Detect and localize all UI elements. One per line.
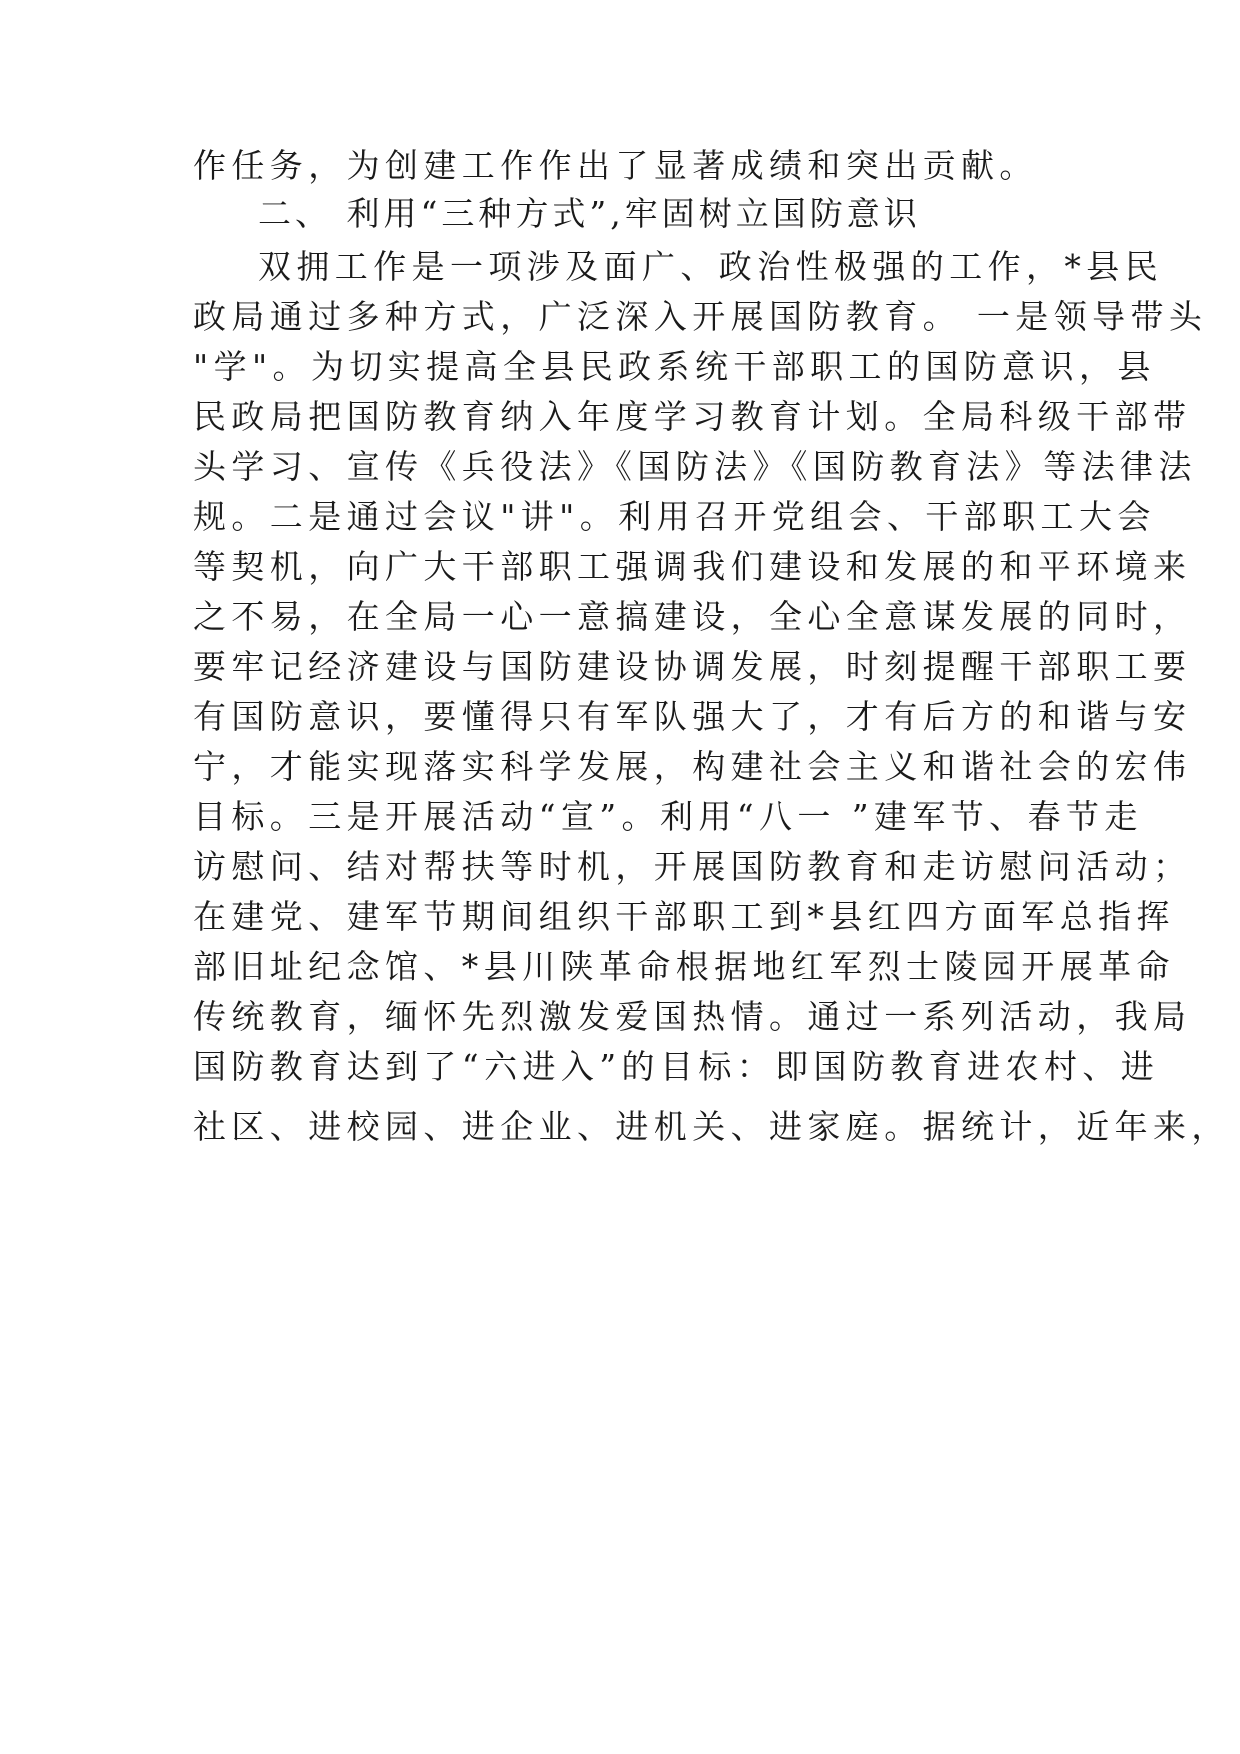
body-text-line: 有国防意识，要懂得只有军队强大了，才有后方的和谐与安 <box>193 697 1192 736</box>
body-text-line: 政局通过多种方式，广泛深入开展国防教育。 一是领导带头 <box>193 297 1208 336</box>
body-text-line: 等契机，向广大干部职工强调我们建设和发展的和平环境来 <box>193 547 1192 586</box>
body-text-line: 社区、进校园、进企业、进机关、进家庭。据统计，近年来， <box>193 1107 1230 1146</box>
paragraph-first-line: 双拥工作是一项涉及面广、政治性极强的工作，*县民 <box>258 247 1164 286</box>
body-text-line: "学"。为切实提高全县民政系统干部职工的国防意识，县 <box>193 347 1156 386</box>
body-text-line: 之不易，在全局一心一意搞建设，全心全意谋发展的同时， <box>193 597 1192 636</box>
body-text-line: 要牢记经济建设与国防建设协调发展，时刻提醒干部职工要 <box>193 647 1192 686</box>
section-heading: 二、 利用“三种方式”,牢固树立国防意识 <box>258 194 921 233</box>
body-text-line: 国防教育达到了“六进入”的目标：即国防教育进农村、进 <box>193 1047 1160 1086</box>
body-text-line: 目标。三是开展活动“宣”。利用“八一 ”建军节、春节走 <box>193 797 1143 836</box>
body-text-line: 作任务，为创建工作作出了显著成绩和突出贡献。 <box>193 146 1038 185</box>
body-text-line: 头学习、宣传《兵役法》《国防法》《国防教育法》等法律法 <box>193 447 1197 486</box>
body-text-line: 传统教育，缅怀先烈激发爱国热情。通过一系列活动，我局 <box>193 997 1192 1036</box>
body-text-line: 宁，才能实现落实科学发展，构建社会主义和谐社会的宏伟 <box>193 747 1192 786</box>
body-text-line: 在建党、建军节期间组织干部职工到*县红四方面军总指挥 <box>193 897 1175 936</box>
body-text-line: 民政局把国防教育纳入年度学习教育计划。全局科级干部带 <box>193 397 1192 436</box>
body-text-line: 访慰问、结对帮扶等时机，开展国防教育和走访慰问活动； <box>193 847 1192 886</box>
body-text-line: 部旧址纪念馆、*县川陕革命根据地红军烈士陵园开展革命 <box>193 947 1175 986</box>
body-text-line: 规。二是通过会议"讲"。利用召开党组会、干部职工大会 <box>193 497 1156 536</box>
